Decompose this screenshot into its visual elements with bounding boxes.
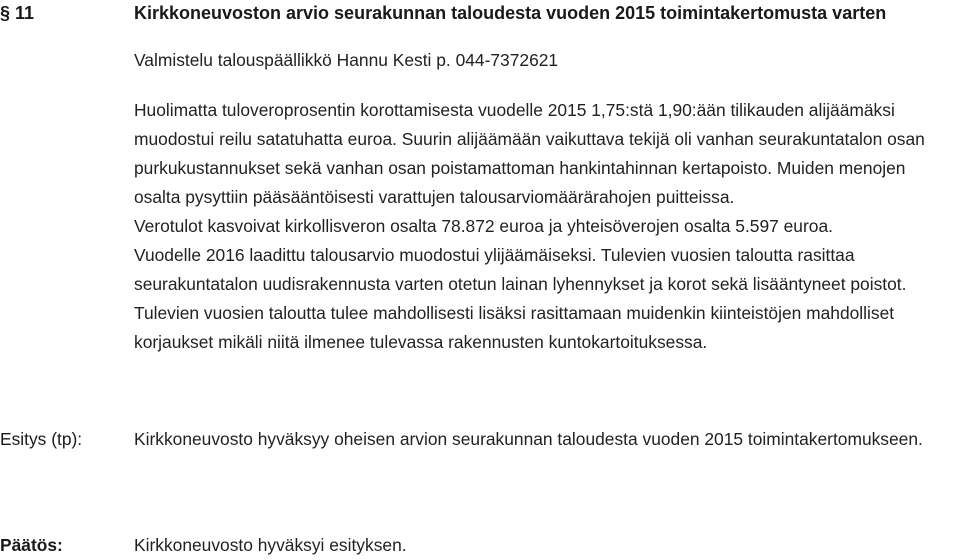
paragraph-tax-revenue: Verotulot kasvoivat kirkollisveron osalta 78.872 euroa ja yhteisöverojen osalta 5.597 euroa.	[134, 216, 833, 236]
decision-text: Kirkkoneuvosto hyväksyi esityksen.	[134, 535, 407, 555]
section-title: Kirkkoneuvoston arvio seurakunnan taloudesta vuoden 2015 toimintakertomusta varten	[134, 3, 887, 23]
paragraph-budget-2016: Vuodelle 2016 laadittu talousarvio muodostui ylijäämäiseksi. Tulevien vuosien taloutta rasittaa seurakuntatalon uudisrakennusta varten otetun lainan lyhennykset ja korot sekä lisääntyneet poistot. Tulevien vuosien taloutta tulee mahdollisesti lisäksi rasittamaan muidenkin kiinteistöjen mahdolliset korjaukset mikäli niitä ilmenee tulevassa rakennusten kuntokartoituksessa.	[134, 245, 907, 352]
decision-label: Päätös:	[0, 535, 63, 555]
section-heading	[0, 0, 960, 26]
proposal-label: Esitys (tp):	[0, 429, 83, 449]
main-text	[134, 96, 950, 357]
preparation-line: Valmistelu talouspäällikkö Hannu Kesti p. 044-7372621	[134, 50, 559, 70]
section-number: § 11	[0, 3, 35, 23]
proposal-text: Kirkkoneuvosto hyväksyy oheisen arvion seurakunnan taloudesta vuoden 2015 toimintakertomukseen.	[134, 429, 923, 449]
paragraph-deficit: Huolimatta tuloveroprosentin korottamisesta vuodelle 2015 1,75:stä 1,90:ään tilikauden alijäämäksi muodostui reilu satatuhatta euroa. Suurin alijäämään vaikuttava tekijä oli vanhan seurakuntatalon osan purkukustannukset sekä vanhan osan poistamattoman hankintahinnan kertapoisto. Muiden menojen osalta pysyttiin pääsääntöisesti varattujen talousarviomäärärahojen puitteissa.	[134, 100, 925, 207]
